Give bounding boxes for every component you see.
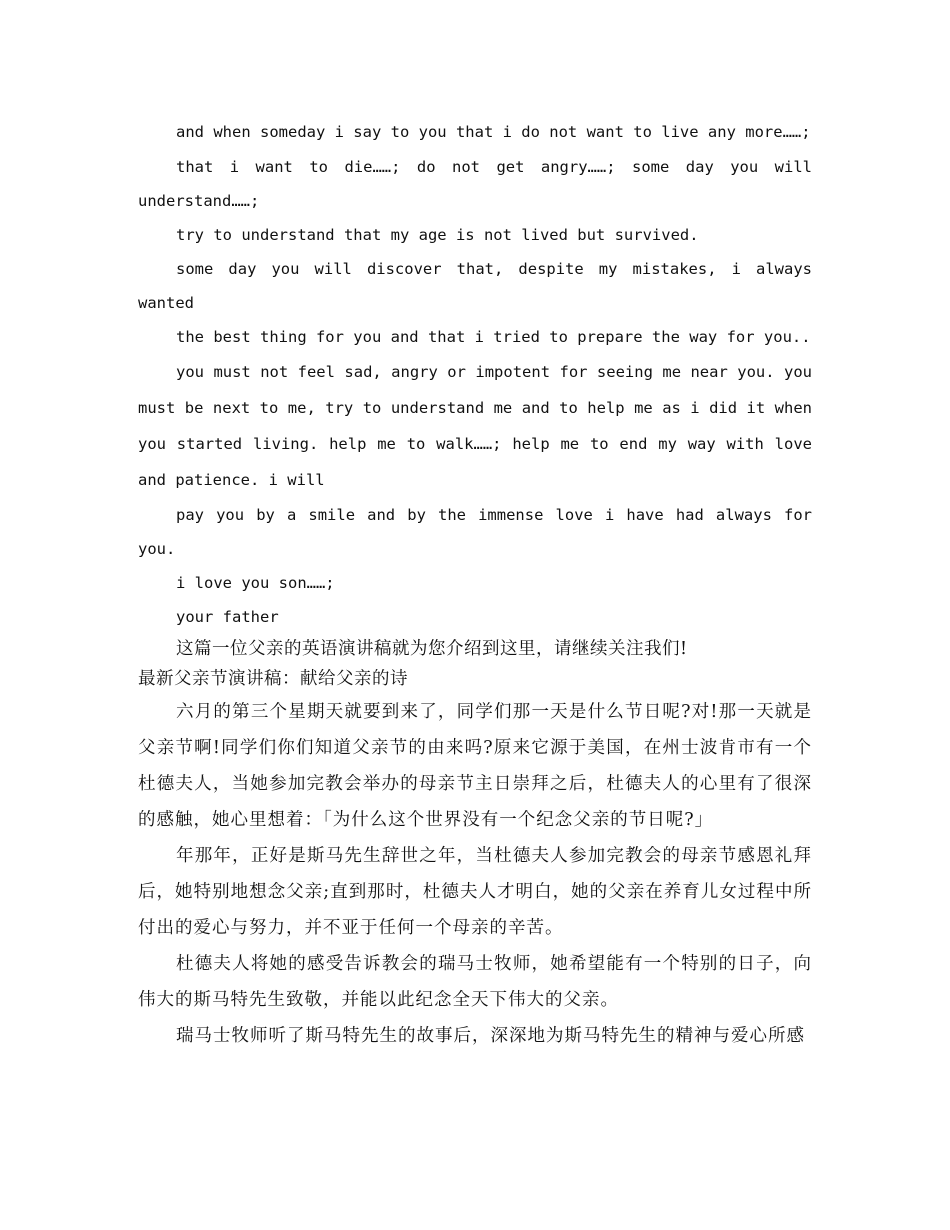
paragraph-12: 杜德夫人将她的感受告诉教会的瑞马士牧师，她希望能有一个特别的日子，向伟大的斯马特先生致敬，并能以此纪念全天下伟大的父亲。 <box>138 954 812 1010</box>
paragraph-2: that i want to die……; do not get angry……; some day you will understand……; <box>138 158 812 210</box>
paragraph-9: your father <box>176 608 279 626</box>
paragraph-6: you must not feel sad, angry or impotent for seeing me near you. you must be next to me, try to understand me and to help me as i did it when you started living. help me to walk……; help me to end my way with love and patience. i will <box>138 363 812 489</box>
section-heading: 最新父亲节演讲稿：献给父亲的诗 <box>138 669 408 689</box>
paragraph-3: try to understand that my age is not lived but survived. <box>176 226 699 244</box>
paragraph-10: 六月的第三个星期天就要到来了，同学们那一天是什么节日呢?对!那一天就是父亲节啊!同学们你们知道父亲节的由来吗?原来它源于美国，在州士波肯市有一个杜德夫人，当她参加完教会举办的母亲节主日崇拜之后，杜德夫人的心里有了很深的感触，她心里想着：「为什么这个世界没有一个纪念父亲的节日呢?」 <box>138 702 812 830</box>
paragraph-8: i love you son……; <box>176 574 335 592</box>
paragraph-7: pay you by a smile and by the immense love i have had always for you. <box>138 506 812 558</box>
paragraph-4: some day you will discover that, despite my mistakes, i always wanted <box>138 260 812 312</box>
closing-note: 这篇一位父亲的英语演讲稿就为您介绍到这里，请继续关注我们! <box>176 639 688 659</box>
paragraph-13: 瑞马士牧师听了斯马特先生的故事后，深深地为斯马特先生的精神与爱心所感 <box>176 1026 805 1046</box>
paragraph-1: and when someday i say to you that i do not want to live any more……; <box>176 123 811 141</box>
document-body <box>138 114 812 1054</box>
paragraph-5: the best thing for you and that i tried to prepare the way for you.. <box>176 328 811 346</box>
paragraph-11: 年那年，正好是斯马先生辞世之年，当杜德夫人参加完教会的母亲节感恩礼拜后，她特别地想念父亲;直到那时，杜德夫人才明白，她的父亲在养育儿女过程中所付出的爱心与努力，并不亚于任何一个母亲的辛苦。 <box>138 846 812 938</box>
